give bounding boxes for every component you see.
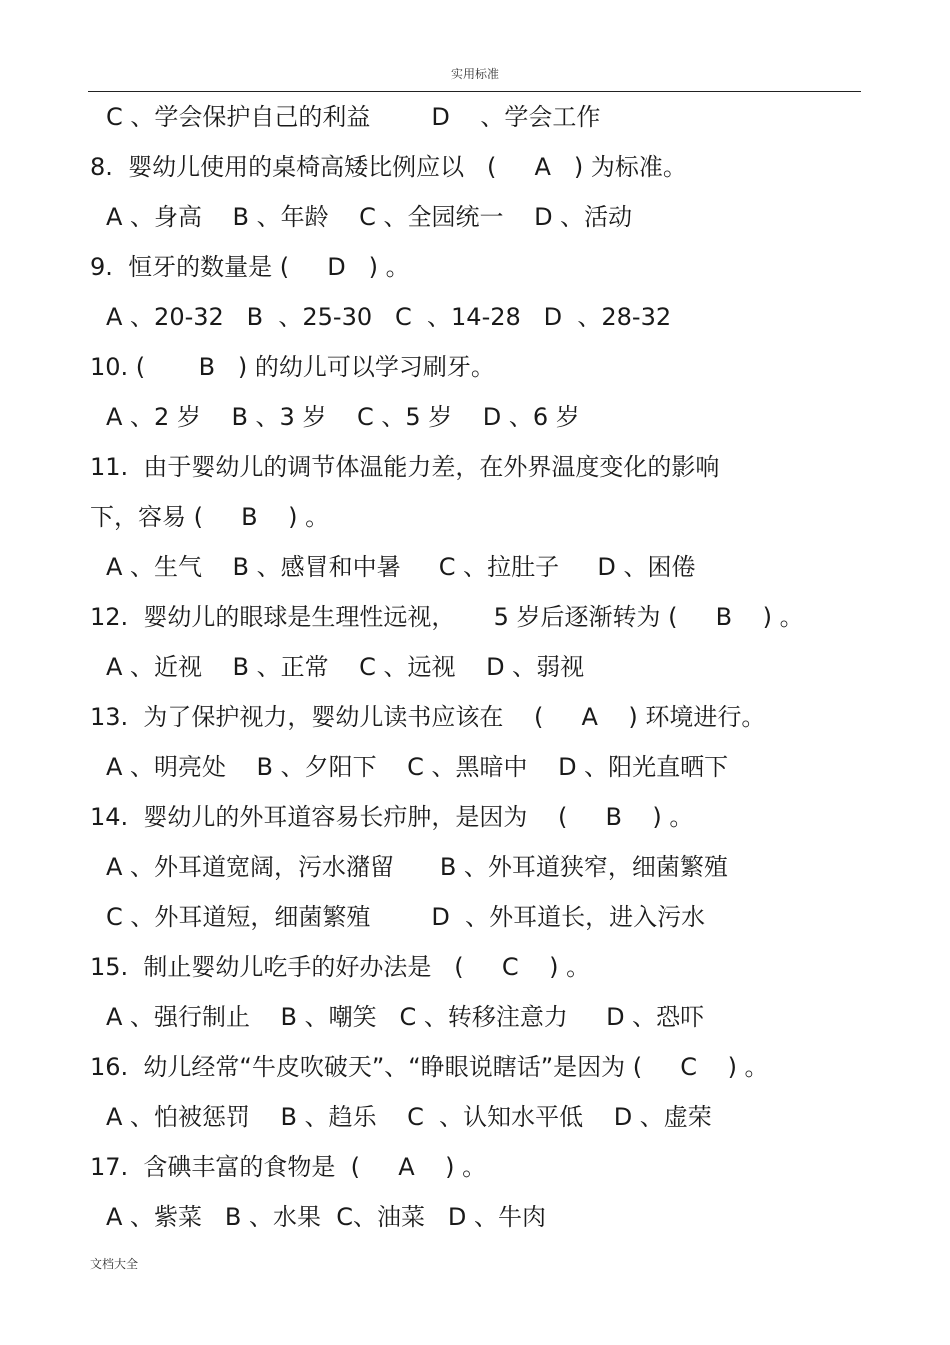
question-line: 11. 由于婴幼儿的调节体温能力差，在外界温度变化的影响 [90,453,720,481]
option-line: C 、学会保护自己的利益 D 、学会工作 [106,103,601,131]
page-header: 实用标准 [450,67,499,81]
question-line: 10. ( B ) 的幼儿可以学习刷牙。 [90,353,495,381]
page-footer: 文档大全 [90,1257,139,1271]
option-line: A 、20-32 B 、25-30 C 、14-28 D 、28-32 [106,303,672,331]
option-line: A 、紫菜 B 、水果 C、油菜 D 、牛肉 [106,1203,547,1231]
option-line: A 、强行制止 B 、嘲笑 C 、转移注意力 D 、恐吓 [106,1003,705,1031]
option-line: A 、明亮处 B 、夕阳下 C 、黑暗中 D 、阳光直晒下 [106,753,729,781]
option-line: A 、怕被惩罚 B 、趋乐 C 、认知水平低 D 、虚荣 [106,1103,712,1131]
option-line: A 、外耳道宽阔，污水潴留 B 、外耳道狭窄，细菌繁殖 [106,853,728,881]
question-line: 17. 含碘丰富的食物是 ( A ) 。 [90,1153,487,1181]
question-line: 14. 婴幼儿的外耳道容易长疖肿，是因为 ( B ) 。 [90,803,694,831]
question-line: 13. 为了保护视力，婴幼儿读书应该在 ( A ) 环境进行。 [90,703,766,731]
option-line: A 、2 岁 B 、3 岁 C 、5 岁 D 、6 岁 [106,403,580,431]
option-line: A 、身高 B 、年龄 C 、全园统一 D 、活动 [106,203,633,231]
option-line: A 、近视 B 、正常 C 、远视 D 、弱视 [106,653,585,681]
question-line-continued: 下，容易 ( B ) 。 [90,503,330,531]
option-line: A 、生气 B 、感冒和中暑 C 、拉肚子 D 、困倦 [106,553,696,581]
question-line: 12. 婴幼儿的眼球是生理性远视， 5 岁后逐渐转为 ( B ) 。 [90,603,804,631]
option-line: C 、外耳道短，细菌繁殖 D 、外耳道长，进入污水 [106,903,706,931]
question-line: 8. 婴幼儿使用的桌椅高矮比例应以 ( A ) 为标准。 [90,153,687,181]
question-line: 15. 制止婴幼儿吃手的好办法是 ( C ) 。 [90,953,591,981]
question-line: 9. 恒牙的数量是 ( D ) 。 [90,253,410,281]
header-rule [88,91,861,92]
question-line: 16. 幼儿经常“牛皮吹破天”、“睁眼说瞎话”是因为 ( C ) 。 [90,1053,769,1081]
